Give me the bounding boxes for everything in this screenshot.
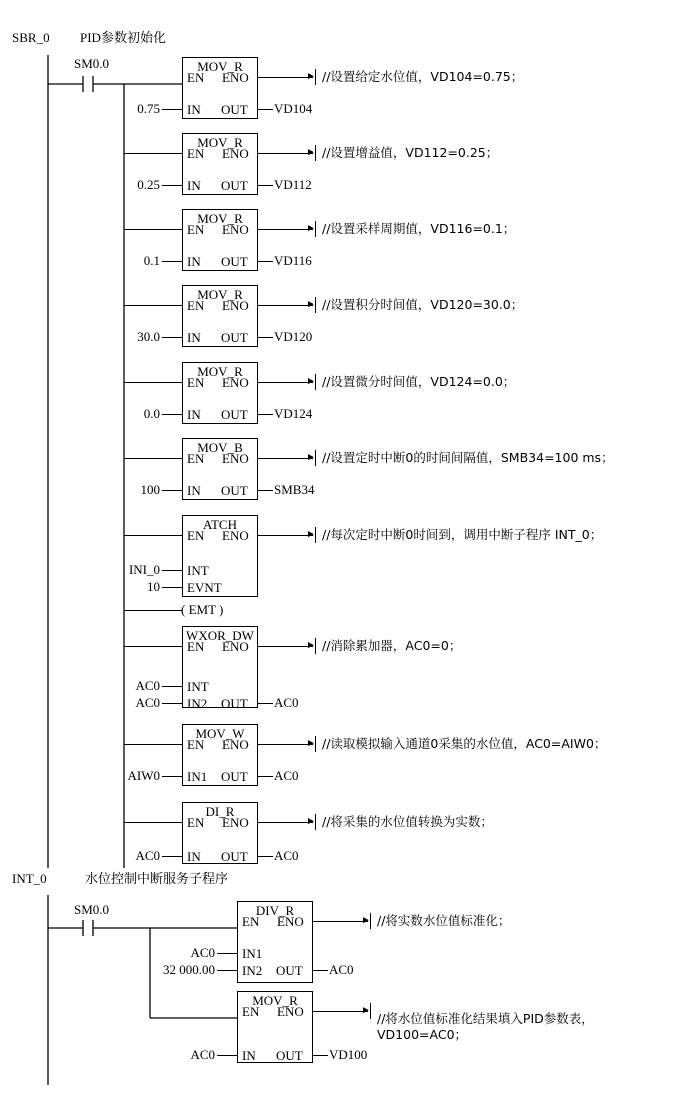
sbr-block-5-out-pin: OUT [221, 483, 248, 498]
sbr-block-4-en-wire [124, 382, 182, 383]
sbr-movw-eno-wire [258, 744, 313, 745]
sbr-block-5-en-wire [124, 458, 182, 459]
sbr-block-4-out-value: VD124 [274, 406, 313, 421]
sbr-wxor-out-wire [258, 703, 273, 704]
sbr-wxor-in-wire-1 [162, 703, 182, 704]
sbr-wxor-en-wire [124, 646, 182, 647]
sbr-dir-en-pin: EN [187, 815, 205, 830]
sbr-block-4-title: MOV_R [197, 364, 243, 379]
sbr-block-3-out-value: VD120 [274, 329, 313, 344]
sbr-block-4-out-wire [258, 414, 273, 415]
sbr-movw-eno-pin: ENO [222, 737, 249, 752]
sbr-atch-in-value-0: INI_0 [128, 562, 160, 577]
sbr-dir-eno-pin: ENO [222, 815, 249, 830]
sbr-wxor-pin-1: IN2 [187, 696, 208, 711]
sbr-dir-pin-0: IN [187, 849, 201, 864]
sbr-wxor-in-value-1: AC0 [135, 695, 160, 710]
sbr-block-4-in-value-0: 0.0 [143, 406, 160, 421]
sbr-block-2-title: MOV_R [197, 211, 243, 226]
sbr-dir-in-value-0: AC0 [135, 848, 160, 863]
int-mov-pin-0: IN [242, 1048, 256, 1063]
sbr-name: SBR_0 [12, 30, 50, 45]
sbr-block-1-eno-wire [258, 153, 313, 154]
sbr-atch-title: ATCH [203, 517, 237, 532]
sbr-block-2-in-wire-0 [162, 261, 182, 262]
sbr-block-1-title: MOV_R [197, 135, 243, 150]
sbr-dir-eno-arrow: ► [306, 816, 316, 827]
sbr-atch-eno-pin: ENO [222, 528, 249, 543]
int-mov-comment-2: VD100=AC0； [377, 1027, 468, 1042]
sbr-block-0-title: MOV_R [197, 59, 243, 74]
sbr-block-5-eno-arrow: ► [306, 452, 316, 463]
sbr-movw-out-value: AC0 [274, 768, 299, 783]
sbr-atch-in-wire-1 [162, 587, 182, 588]
sbr-wxor-pin-0: INT [187, 679, 209, 694]
sbr-dir-in-wire-0 [162, 856, 182, 857]
sbr-block-2-eno-arrow: ► [306, 223, 316, 234]
sbr-block-3-out-pin: OUT [221, 330, 248, 345]
sbr-atch-pin-0: INT [187, 563, 209, 578]
sbr-wxor-title: WXOR_DW [186, 628, 254, 643]
sbr-atch-eno-end [315, 527, 316, 543]
sbr-block-4-out-pin: OUT [221, 407, 248, 422]
int-div-in-wire-1 [217, 970, 237, 971]
sbr-movw-out-pin: OUT [221, 769, 248, 784]
sbr-block-1-out-wire [258, 185, 273, 186]
int-mov-en-pin: EN [242, 1004, 260, 1019]
int-mov-out-pin: OUT [276, 1048, 303, 1063]
int-div-out-pin: OUT [276, 963, 303, 978]
sbr-block-3-eno-wire [258, 305, 313, 306]
sbr-block-5-eno-pin: ENO [222, 451, 249, 466]
sbr-atch-in-wire-0 [162, 570, 182, 571]
sbr-dir-comment: //将采集的水位值转换为实数； [322, 814, 493, 829]
sbr-movw-title: MOV_W [195, 726, 245, 741]
sbr-block-5-en-pin: EN [187, 451, 205, 466]
sbr-dir-eno-end [315, 814, 316, 830]
sbr-atch-en-pin: EN [187, 528, 205, 543]
sbr-dir-en-wire [124, 822, 182, 823]
sbr-block-5-pin-0: IN [187, 483, 201, 498]
sbr-wxor-in-wire-0 [162, 686, 182, 687]
int-div-title: DIV_R [255, 903, 295, 918]
int-mov-eno-end [370, 1003, 371, 1019]
sbr-movw-in-value-0: AIW0 [127, 768, 160, 783]
sbr-block-3-comment: //设置积分时间值，VD120=30.0； [322, 297, 524, 312]
sbr-block-5-comment: //设置定时中断0的时间间隔值，SMB34=100 ms； [322, 450, 614, 465]
sbr-block-4-en-pin: EN [187, 375, 205, 390]
sbr-block-2-eno-end [315, 221, 316, 237]
sbr-block-3-pin-0: IN [187, 330, 201, 345]
sbr-block-3-eno-pin: ENO [222, 298, 249, 313]
sbr-block-0-in-wire-0 [162, 109, 182, 110]
sbr-wxor-eno-wire [258, 646, 313, 647]
int-div-out-wire [313, 970, 328, 971]
int-div-in-value-0: AC0 [190, 945, 215, 960]
sbr-block-5-eno-wire [258, 458, 313, 459]
int-div-en-pin: EN [242, 914, 260, 929]
sbr-block-0-eno-wire [258, 77, 313, 78]
sbr-dir-out-pin: OUT [221, 849, 248, 864]
sbr-block-0-eno-arrow: ► [306, 71, 316, 82]
sbr-dir-out-wire [258, 856, 273, 857]
sbr-block-2-en-wire [124, 229, 182, 230]
sbr-block-1-in-value-0: 0.25 [137, 177, 160, 192]
sbr-title: PID参数初始化 [80, 30, 166, 45]
sbr-block-1-out-value: VD112 [274, 177, 312, 192]
int-div-in-value-1: 32 000.00 [163, 962, 215, 977]
int-mov-eno-arrow: ► [361, 1005, 371, 1016]
int-mov-title: MOV_R [252, 993, 298, 1008]
sbr-block-5-in-value-0: 100 [140, 482, 160, 497]
sbr-block-3-out-wire [258, 337, 273, 338]
sbr-block-2-in-value-0: 0.1 [143, 253, 160, 268]
sbr-block-1-eno-end [315, 145, 316, 161]
sbr-block-1-eno-arrow: ► [306, 147, 316, 158]
int-div-eno-pin: ENO [277, 914, 304, 929]
int-div-in-wire-0 [217, 953, 237, 954]
int-mov-eno-wire [313, 1011, 368, 1012]
sbr-movw-in-wire-0 [162, 776, 182, 777]
int-div-comment: //将实数水位值标准化； [377, 913, 511, 928]
int-mov-in-value-0: AC0 [190, 1047, 215, 1062]
sbr-block-3-eno-end [315, 297, 316, 313]
sbr-block-5-eno-end [315, 450, 316, 466]
sbr-block-4-eno-wire [258, 382, 313, 383]
sbr-atch-eno-arrow: ► [306, 529, 316, 540]
int-div-eno-end [370, 913, 371, 929]
sbr-block-2-out-value: VD116 [274, 253, 312, 268]
sbr-block-1-out-pin: OUT [221, 178, 248, 193]
sbr-atch-comment: //每次定时中断0时间到，调用中断子程序 INT_0； [322, 527, 603, 542]
int-mov-comment: //将水位值标准化结果填入PID参数表， [377, 1011, 594, 1026]
sbr-movw-eno-arrow: ► [306, 738, 316, 749]
sbr-dir-out-value: AC0 [274, 848, 299, 863]
sbr-block-1-in-wire-0 [162, 185, 182, 186]
sbr-block-5-in-wire-0 [162, 490, 182, 491]
sbr-block-4-eno-pin: ENO [222, 375, 249, 390]
sbr-block-2-eno-wire [258, 229, 313, 230]
sbr-block-3-en-pin: EN [187, 298, 205, 313]
sbr-movw-en-wire [124, 744, 182, 745]
sbr-atch-eno-wire [258, 535, 313, 536]
sbr-block-2-pin-0: IN [187, 254, 201, 269]
sbr-block-4-pin-0: IN [187, 407, 201, 422]
sbr-block-0-eno-end [315, 69, 316, 85]
sbr-movw-en-pin: EN [187, 737, 205, 752]
sbr-block-4-eno-end [315, 374, 316, 390]
sbr-dir-title: DI_R [205, 804, 235, 819]
sbr-movw-out-wire [258, 776, 273, 777]
sbr-block-4-eno-arrow: ► [306, 376, 316, 387]
sbr-wxor-eno-pin: ENO [222, 639, 249, 654]
int-mov-out-value: VD100 [329, 1047, 368, 1062]
sbr-block-4-comment: //设置微分时间值，VD124=0.0； [322, 374, 516, 389]
int-title: 水位控制中断服务子程序 [85, 871, 229, 886]
sbr-block-0-out-wire [258, 109, 273, 110]
sbr-block-3-in-value-0: 30.0 [137, 329, 160, 344]
sbr-atch-in-value-1: 10 [147, 579, 160, 594]
int-div-out-value: AC0 [329, 962, 354, 977]
int-div-pin-0: IN1 [242, 946, 263, 961]
int-name: INT_0 [12, 871, 47, 886]
int-contact-label: SM0.0 [74, 902, 110, 917]
sbr-block-3-title: MOV_R [197, 287, 243, 302]
sbr-movw-comment: //读取模拟输入通道0采集的水位值，AC0=AIW0； [322, 736, 607, 751]
sbr-block-1-eno-pin: ENO [222, 146, 249, 161]
sbr-movw-pin-0: IN1 [187, 769, 208, 784]
sbr-block-3-eno-arrow: ► [306, 299, 316, 310]
sbr-block-1-comment: //设置增益值，VD112=0.25； [322, 145, 499, 160]
sbr-block-2-out-wire [258, 261, 273, 262]
sbr-block-2-out-pin: OUT [221, 254, 248, 269]
sbr-block-0-eno-pin: ENO [222, 70, 249, 85]
sbr-wxor-eno-arrow: ► [306, 640, 316, 651]
int-div-eno-wire [313, 921, 368, 922]
sbr-block-1-en-pin: EN [187, 146, 205, 161]
sbr-block-2-eno-pin: ENO [222, 222, 249, 237]
int-div-eno-arrow: ► [361, 915, 371, 926]
int-div-pin-1: IN2 [242, 963, 263, 978]
sbr-emt-wire [124, 610, 182, 611]
sbr-block-0-en-pin: EN [187, 70, 205, 85]
sbr-wxor-out-value: AC0 [274, 695, 299, 710]
sbr-block-0-comment: //设置给定水位值，VD104=0.75； [322, 69, 524, 84]
sbr-block-2-comment: //设置采样周期值，VD116=0.1； [322, 221, 516, 236]
int-mov-in-wire-0 [217, 1055, 237, 1056]
sbr-wxor-eno-end [315, 638, 316, 654]
sbr-atch-en-wire [124, 535, 182, 536]
sbr-dir-eno-wire [258, 822, 313, 823]
sbr-block-5-out-value: SMB34 [274, 482, 315, 497]
sbr-block-0-pin-0: IN [187, 102, 201, 117]
sbr-block-1-pin-0: IN [187, 178, 201, 193]
sbr-block-2-en-pin: EN [187, 222, 205, 237]
sbr-block-1-en-wire [124, 153, 182, 154]
sbr-block-3-in-wire-0 [162, 337, 182, 338]
sbr-wxor-in-value-0: AC0 [135, 678, 160, 693]
sbr-block-3-en-wire [124, 305, 182, 306]
sbr-movw-eno-end [315, 736, 316, 752]
sbr-emt-coil: ( EMT ) [181, 602, 224, 617]
sbr-block-4-in-wire-0 [162, 414, 182, 415]
sbr-block-5-out-wire [258, 490, 273, 491]
sbr-block-5-title: MOV_B [197, 440, 243, 455]
int-mov-out-wire [313, 1055, 328, 1056]
sbr-block-0-out-pin: OUT [221, 102, 248, 117]
sbr-wxor-out-pin: OUT [221, 696, 248, 711]
sbr-wxor-en-pin: EN [187, 639, 205, 654]
sbr-atch-pin-1: EVNT [187, 580, 222, 595]
sbr-block-0-in-value-0: 0.75 [137, 101, 160, 116]
sbr-contact-label: SM0.0 [74, 56, 110, 71]
int-mov-eno-pin: ENO [277, 1004, 304, 1019]
sbr-wxor-comment: //消除累加器，AC0=0； [322, 638, 462, 653]
sbr-block-0-out-value: VD104 [274, 101, 313, 116]
